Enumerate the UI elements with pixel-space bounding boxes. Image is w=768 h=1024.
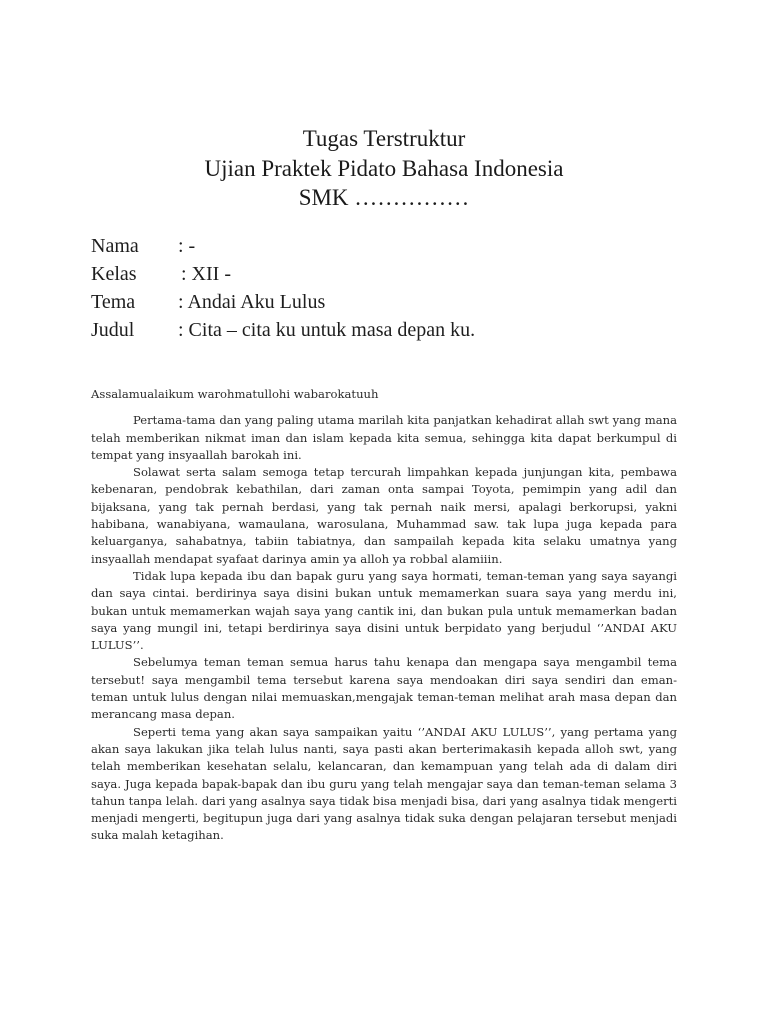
paragraph: Tidak lupa kepada ibu dan bapak guru yang saya hormati, teman-teman yang saya sayangi dan saya cintai. berdirinya saya disini bukan untuk memamerkan suara saya yang merdu ini, bukan untuk memamerkan wajah saya yang cantik ini, dan bukan pula untuk memamerkan badan saya yang mungil ini, tetapi berdirinya saya disini untuk berpidato yang berjudul ‘’ANDAI AKU LULUS’’. [91, 568, 677, 653]
nama-value: : - [178, 235, 196, 257]
paragraph: Seperti tema yang akan saya sampaikan yaitu ‘’ANDAI AKU LULUS’’, yang pertama yang akan saya lakukan jika telah lulus nanti, saya pasti akan berterimakasih kepada alloh swt, yang telah memberikan kesehatan selalu, kelancaran, dan kemampuan yang telah ada di dalam diri saya. Juga kepada bapak-bapak dan ibu guru yang telah mengajar saya dan teman-teman selama 3 tahun tanpa lelah. dari yang asalnya saya tidak bisa menjadi bisa, dari yang asalnya tidak mengerti menjadi mengerti, begitupun juga dari yang asalnya tidak suka dengan pelajaran tersebut menjadi suka malah ketagihan. [91, 724, 677, 843]
title-line-2: Ujian Praktek Pidato Bahasa Indonesia [204, 155, 564, 181]
tema-label: Tema [91, 291, 136, 313]
kelas-value: : XII - [181, 263, 231, 285]
speech-body [91, 386, 677, 845]
title-line-3: SMK …………… [298, 185, 470, 210]
kelas-label: Kelas [91, 263, 137, 285]
greeting: Assalamualaikum warohmatullohi wabarokatuuh [91, 387, 379, 401]
judul-label: Judul [91, 319, 135, 341]
title-line-1: Tugas Terstruktur [302, 126, 466, 151]
paragraph: Pertama-tama dan yang paling utama marilah kita panjatkan kehadirat allah swt yang mana telah memberikan nikmat iman dan islam kepada kita semua, sehingga kita dapat berkumpul di tempat yang insyaallah barokah ini. [91, 413, 677, 462]
paragraph: Sebelumya teman teman semua harus tahu kenapa dan mengapa saya mengambil tema tersebut! saya mengambil tema tersebut karena saya mendoakan diri saya sendiri dan eman-teman untuk lulus dengan nilai memuaskan,mengajak teman-teman melihat arah masa depan dan merancang masa depan. [91, 655, 677, 722]
document-title [0, 124, 768, 213]
tema-value: : Andai Aku Lulus [178, 291, 326, 313]
judul-value: : Cita – cita ku untuk masa depan ku. [178, 319, 476, 341]
paragraph: Solawat serta salam semoga tetap tercurah limpahkan kepada junjungan kita, pembawa kebenaran, pendobrak kebathilan, dari zaman onta sampai Toyota, pemimpin yang adil dan bijaksana, yang tak pernah berdasi, yang tak pernah naik mersi, apalagi berkorupsi, yakni habibana, wanabiyana, wamaulana, warosulana, Muhammad saw. tak lupa juga kepada para keluarganya, sahabatnya, tabiin tabiatnya, dan sampailah kepada kita selaku umatnya yang insyaallah mendapat syafaat darinya amin ya alloh ya robbal alamiiin. [91, 465, 677, 566]
nama-label: Nama [91, 235, 139, 257]
